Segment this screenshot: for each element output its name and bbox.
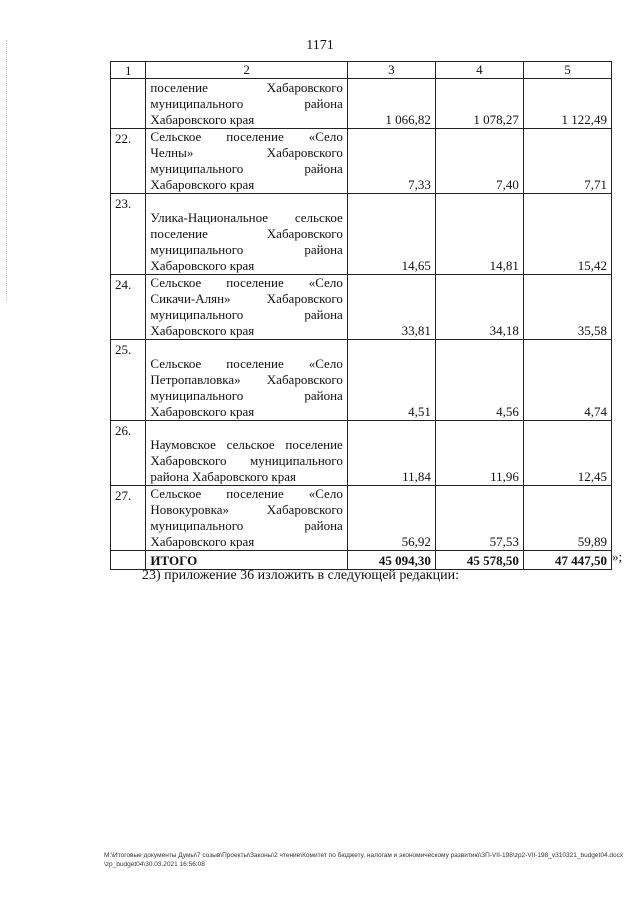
table-row [111,486,612,551]
value-col-5: 15,42 [523,194,611,275]
value-col-4: 57,53 [435,486,523,551]
total-col-5: 47 447,50 [523,551,611,570]
value-col-5: 59,89 [523,486,611,551]
total-col-3: 45 094,30 [347,551,435,570]
table-row [111,340,612,421]
value-col-4: 1 078,27 [435,79,523,129]
total-row [111,551,612,570]
settlement-name: Улика-Национальное сельское поселение Хабаровского муниципального района Хабаровского края [146,194,347,275]
settlement-name: Сельское поселение «Село Петропавловка» Хабаровского муниципального района Хабаровского края [146,340,347,421]
table-row [111,194,612,275]
row-number [111,79,146,129]
value-col-5: 7,71 [523,129,611,194]
value-col-3: 7,33 [347,129,435,194]
page-number: 1171 [306,38,334,53]
value-col-5: 1 122,49 [523,79,611,129]
header-col-3: 3 [347,62,435,79]
header-col-1: 1 [111,62,146,79]
value-col-3: 4,51 [347,340,435,421]
value-col-3: 1 066,82 [347,79,435,129]
row-number [111,551,146,570]
value-col-5: 4,74 [523,340,611,421]
value-col-3: 56,92 [347,486,435,551]
table-row [111,129,612,194]
row-number: 25. [111,340,146,421]
row-number: 23. [111,194,146,275]
table-row [111,275,612,340]
total-col-4: 45 578,50 [435,551,523,570]
table-header-row [111,62,612,79]
value-col-5: 35,58 [523,275,611,340]
value-col-4: 14,81 [435,194,523,275]
value-col-3: 33,81 [347,275,435,340]
settlement-name: Сельское поселение «Село Челны» Хабаровского муниципального района Хабаровского края [146,129,347,194]
value-col-4: 4,56 [435,340,523,421]
header-col-5: 5 [523,62,611,79]
table-row [111,79,612,129]
settlement-name: Сельское поселение «Село Сикачи-Алян» Хабаровского муниципального района Хабаровского края [146,275,347,340]
header-col-4: 4 [435,62,523,79]
budget-table [110,61,612,570]
value-col-4: 11,96 [435,421,523,486]
value-col-5: 12,45 [523,421,611,486]
table-row [111,421,612,486]
value-col-4: 34,18 [435,275,523,340]
row-number: 26. [111,421,146,486]
closing-quote: »; [612,549,623,564]
file-path-footer: M:\Итоговые документы Думы\7 созыв\Проекты\Законы\2 чтение\Комитет по бюджету, налогам и экономическому развитию\ЗП-VII-198\zp2-VII-198_v310321_budget04.docx\zp_budget04\30.03.2021 16:56:08 [104,852,624,868]
amendment-instruction: 23) приложение 36 изложить в следующей редакции: [142,568,459,583]
margin-mark [6,40,7,300]
value-col-3: 11,84 [347,421,435,486]
value-col-3: 14,65 [347,194,435,275]
settlement-name: Сельское поселение «Село Новокуровка» Хабаровского муниципального района Хабаровского края [146,486,347,551]
row-number: 27. [111,486,146,551]
total-label: ИТОГО [146,551,347,570]
value-col-4: 7,40 [435,129,523,194]
settlement-name: поселение Хабаровского муниципального района Хабаровского края [146,79,347,129]
header-col-2: 2 [146,62,347,79]
row-number: 24. [111,275,146,340]
row-number: 22. [111,129,146,194]
settlement-name: Наумовское сельское поселение Хабаровского муниципального района Хабаровского края [146,421,347,486]
